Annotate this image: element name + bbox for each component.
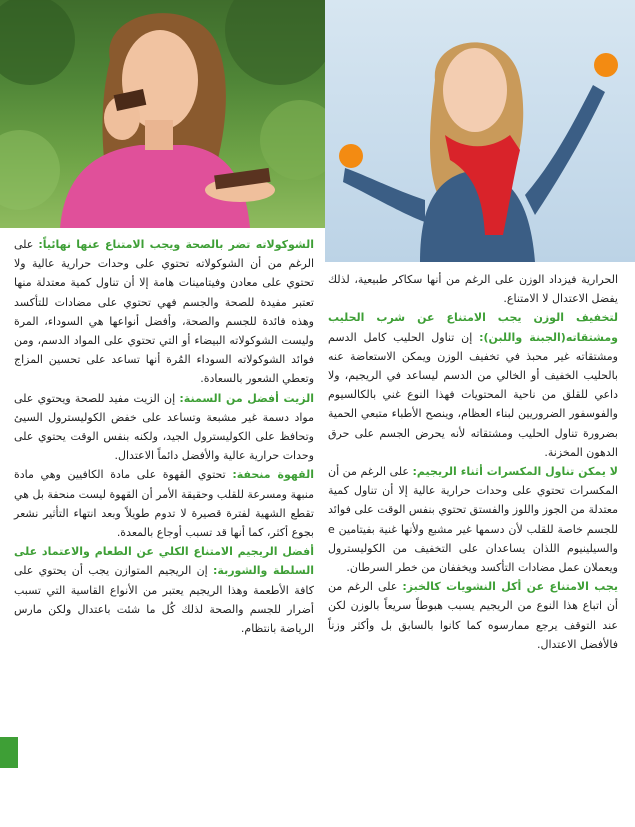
text-chocolate: على الرغم من أن الشوكولاته تحتوي على وحدات حرارية عالية ولا تحتوي على معادن وفيتامينات هامة إلا أن تناول كمية معتدلة منها تعتبر مفيدة للصحة والجسم فهي تحتوي على مضادات للتأكسد وهذه فائدة للجسم والصحة، وأفضل أنواعها هي السوداء، المرة وليست الشوكولاته البيضاء أو التي تحتوي على المواد الدسم، ومن فوائد الشوكولاته السوداء المُرة أنها تساعد على تحسين المزاج وتعطي الشعور بالسعادة. bbox=[14, 238, 314, 386]
heading-starches: يجب الامتناع عن أكل النشويات كالخبز: bbox=[402, 580, 618, 594]
heading-coffee: القهوة منحفة: bbox=[232, 468, 315, 482]
text-nuts: على الرغم من أن المكسرات تحتوي على وحدات حرارية عالية إلا أن تناول كمية معتدلة من الجوز واللوز والفستق تحتوي بنفس الوقت على فوائد للجسم خاصة للقلب لأن دسمها غير مشبع ولأنها غنية بفيتامين e والسيلينيوم اللذان يساعدان على التخفيف من الكوليسترول ويعملان عمل مضادات التأكسد ويخففان من خطر السرطان. bbox=[328, 465, 618, 575]
text-oil: إن الزيت مفيد للصحة ويحتوي على مواد دسمة غير مشبعة وتساعد على خفض الكوليسترول السيئ وتحافظ على الكوليسترول الجيد، ولكنه بنفس الوقت يحتوي على وحدات حرارية عالية والأفضل دائماً الاعتدال. bbox=[14, 391, 314, 463]
heading-diet: أفضل الريجيم الامتناع الكلي عن الطعام والاعتماد على السلطة والشوربة: bbox=[14, 545, 314, 578]
heading-chocolate: الشوكولاته تضر بالصحة ويجب الامتناع عنها نهائياً: bbox=[38, 238, 315, 251]
paragraph-diet bbox=[14, 542, 314, 638]
paragraph-coffee bbox=[14, 465, 314, 542]
text-continuation: الحرارية فيزداد الوزن على الرغم من أنها سكاكر طبيعية، لذلك يفضل الاعتدال لا الامتناع. bbox=[328, 273, 618, 306]
paragraph-milk bbox=[328, 308, 618, 462]
article-column-left bbox=[14, 235, 314, 638]
paragraph-oil bbox=[14, 389, 314, 466]
text-milk: إن تناول الحليب كامل الدسم ومشتقاته غير محبذ في تخفيف الوزن ويمكن الاستعاضة عنه بالحليب الخفيف أو الخالي من الدسم ليساعد في الريجيم، ولا داعي للقلق من ناحية المحتويات فهذا النوع غني بالكالسيوم والفوسفور الضروريين لبناء العظام، وينصح الأطباء متبعي الحمية بضرورة تناول الحليب ومشتقاته لأنه يحرض الجسم على حرق الدهون المخزنة. bbox=[328, 330, 618, 459]
photo-woman-oranges bbox=[325, 0, 635, 262]
paragraph-chocolate bbox=[14, 235, 314, 389]
heading-oil: الزيت أفضل من السمنة: bbox=[179, 391, 314, 405]
paragraph-starches bbox=[328, 577, 618, 654]
photo-woman-chocolate bbox=[0, 0, 325, 228]
heading-nuts: لا يمكن تناول المكسرات أثناء الريجيم: bbox=[412, 465, 618, 479]
paragraph-continuation bbox=[328, 270, 618, 308]
text-coffee: تحتوي القهوة على مادة الكافيين وهي مادة منبهة ومسرعة للقلب وحقيقة الأمر أن القهوة ليست منحفة بل هي تقطع الشهية لفترة قصيرة لا تدوم طويلاً وبعد انتهاء التأثير نشعر بجوع أكثر، كما أنها قد تسبب أوجاع بالمعدة. bbox=[14, 468, 314, 540]
page-edge-tab bbox=[0, 737, 18, 768]
text-starches: على الرغم من أن اتباع هذا النوع من الريجيم يسبب هبوطاً سريعاً بالوزن لكن عند التوقف يرجع ممارسوه كما كانوا بالسابق بل وأكثر وزناً فالأفضل الاعتدال. bbox=[328, 580, 618, 651]
paragraph-nuts bbox=[328, 462, 618, 577]
heading-milk: لتخفيف الوزن يجب الامتناع عن شرب الحليب ومشتقاته(الجبنة واللبن): bbox=[328, 311, 618, 344]
article-column-right bbox=[328, 270, 618, 654]
text-diet: إن الريجيم المتوازن يجب أن يحتوي على كافة الأطعمة وهذا الريجيم يعتبر من الأنواع القاسية التي تسبب أضرار للجسم والصحة لذلك كُل ما شئت باعتدال ولكن مارس الرياضة بانتظام. bbox=[14, 564, 314, 636]
